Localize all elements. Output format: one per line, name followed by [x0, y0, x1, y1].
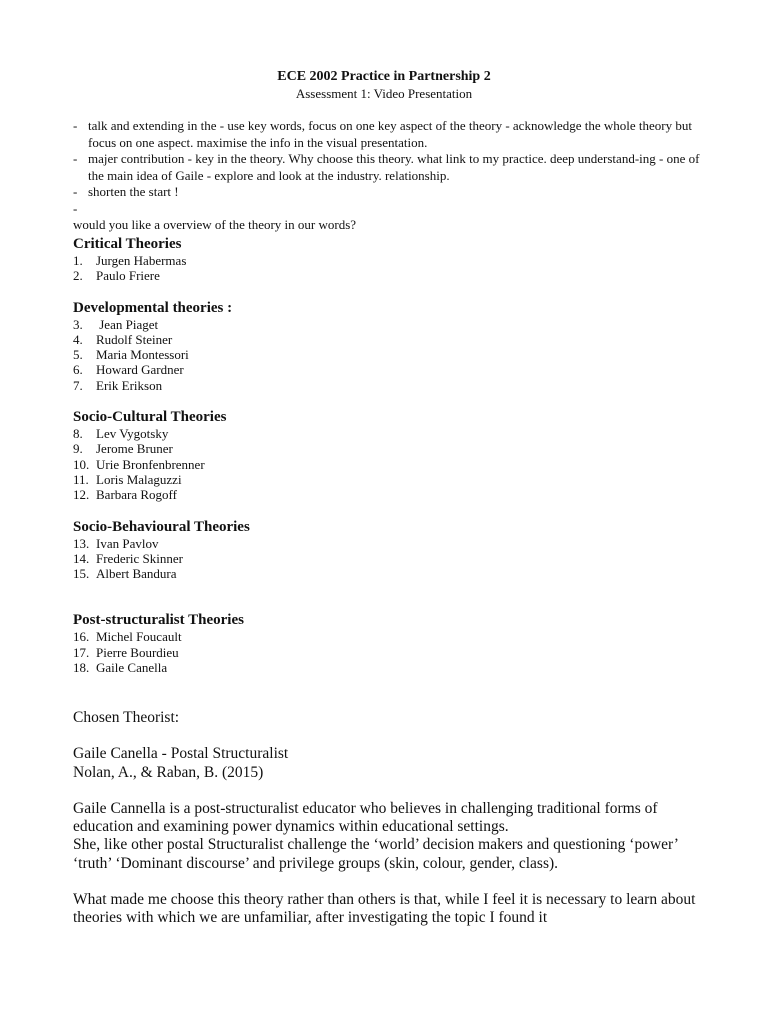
list-item [73, 426, 693, 441]
item-number: 9. [73, 441, 83, 457]
note-dash: - [73, 151, 78, 166]
item-name: Rudolf Steiner [96, 331, 173, 347]
item-number: 12. [73, 487, 90, 503]
list-item [73, 347, 693, 362]
essay-body [73, 709, 713, 928]
section-socio-cultural [73, 408, 693, 502]
section-heading: Critical Theories [73, 236, 182, 252]
chosen-theorist-label: Chosen Theorist: [73, 709, 180, 726]
item-name: Jerome Bruner [96, 441, 173, 457]
item-number: 11. [73, 471, 89, 487]
list-item [73, 362, 693, 377]
list-item [73, 487, 693, 502]
list-item [73, 378, 693, 393]
list-item [73, 645, 693, 660]
item-number: 10. [73, 456, 90, 472]
item-number: 15. [73, 566, 90, 582]
section-heading: Post-structuralist Theories [73, 612, 244, 629]
note-text [88, 201, 703, 218]
item-name: Jurgen Habermas [96, 253, 187, 268]
item-name: Albert Bandura [96, 566, 177, 582]
list-item [73, 660, 693, 675]
item-number: 13. [73, 535, 90, 551]
item-name: Maria Montessori [96, 347, 189, 363]
item-number: 16. [73, 629, 90, 645]
item-number: 5. [73, 347, 83, 363]
item-number: 4. [73, 331, 83, 347]
paragraph: What made me choose this theory rather than others is that, while I feel it is necessary to learn about theories with which we are unfamiliar, after investigating the topic I found it [73, 891, 696, 927]
theories-sections [73, 235, 693, 675]
note-item [73, 151, 703, 184]
list-item [73, 317, 693, 332]
section-post-structuralist [73, 611, 693, 675]
item-number: 14. [73, 550, 90, 566]
item-name: Urie Bronfenbrenner [96, 456, 205, 472]
item-name: Gaile Canella [96, 660, 168, 676]
list-item [73, 566, 693, 581]
item-number: 6. [73, 362, 83, 378]
list-item [73, 551, 693, 566]
theorist-list [73, 253, 693, 284]
item-name: Loris Malaguzzi [96, 471, 182, 487]
note-item [73, 201, 703, 218]
list-item [73, 332, 693, 347]
paragraph: She, like other postal Structuralist challenge the ‘world’ decision makers and questioning ‘power’ ‘truth’ ‘Dominant discourse’ and privilege groups (skin, colour, gender, class). [73, 836, 678, 872]
theorist-list [73, 426, 693, 502]
note-dash: - [73, 184, 78, 199]
citation: Nolan, A., & Raban, B. (2015) [73, 763, 264, 781]
paragraph: Gaile Cannella is a post-structuralist educator who believes in challenging traditional forms of education and examining power dynamics within educational settings. [73, 799, 658, 836]
item-name: Michel Foucault [96, 629, 182, 645]
section-heading: Developmental theories : [73, 299, 233, 316]
item-name: Pierre Bourdieu [96, 644, 179, 660]
list-item [73, 457, 693, 472]
item-number: 8. [73, 426, 83, 442]
item-number: 2. [73, 268, 83, 284]
item-number: 17. [73, 644, 90, 660]
item-number: 1. [73, 253, 83, 268]
note-item [73, 118, 703, 151]
theorist-list [73, 317, 693, 393]
note-text: shorten the start ! [88, 184, 179, 199]
item-number: 7. [73, 377, 83, 393]
item-name: Paulo Friere [96, 268, 160, 284]
list-item [73, 268, 693, 283]
item-number: 3. [73, 316, 83, 332]
section-developmental [73, 299, 693, 393]
item-number: 18. [73, 660, 90, 676]
notes-list [73, 118, 703, 234]
list-item [73, 629, 693, 644]
item-name: Frederic Skinner [96, 550, 184, 566]
document-subtitle: Assessment 1: Video Presentation [295, 86, 473, 101]
note-text: talk and extending in the - use key words, focus on one key aspect of the theory - acknowledge the whole theory but focus on one aspect. maximise the info in the visual presentation. [88, 118, 692, 150]
list-item [73, 441, 693, 456]
section-socio-behavioural [73, 518, 693, 582]
list-item [73, 472, 693, 487]
item-name: Lev Vygotsky [96, 426, 169, 442]
list-item [73, 253, 693, 268]
theorist-list [73, 629, 693, 675]
item-name: Ivan Pavlov [96, 535, 159, 551]
item-name: Erik Erikson [96, 377, 163, 393]
list-item [73, 536, 693, 551]
note-dash: - [73, 118, 78, 133]
overview-question: would you like a overview of the theory in our words? [73, 217, 357, 232]
section-critical [73, 235, 693, 284]
document-title: ECE 2002 Practice in Partnership 2 [277, 69, 491, 84]
section-heading: Socio-Cultural Theories [73, 409, 227, 426]
note-dash: - [73, 200, 78, 216]
theorist-title: Gaile Canella - Postal Structuralist [73, 745, 289, 763]
theorist-list [73, 536, 693, 582]
note-item [73, 184, 703, 201]
section-heading: Socio-Behavioural Theories [73, 518, 250, 535]
item-name: Howard Gardner [96, 362, 184, 378]
note-text: majer contribution - key in the theory. Why choose this theory. what link to my practice. deep understand-ing - one of the main idea of Gaile - explore and look at the industry. relationship. [88, 151, 700, 183]
item-name: Jean Piaget [96, 316, 159, 332]
item-name: Barbara Rogoff [96, 487, 177, 503]
